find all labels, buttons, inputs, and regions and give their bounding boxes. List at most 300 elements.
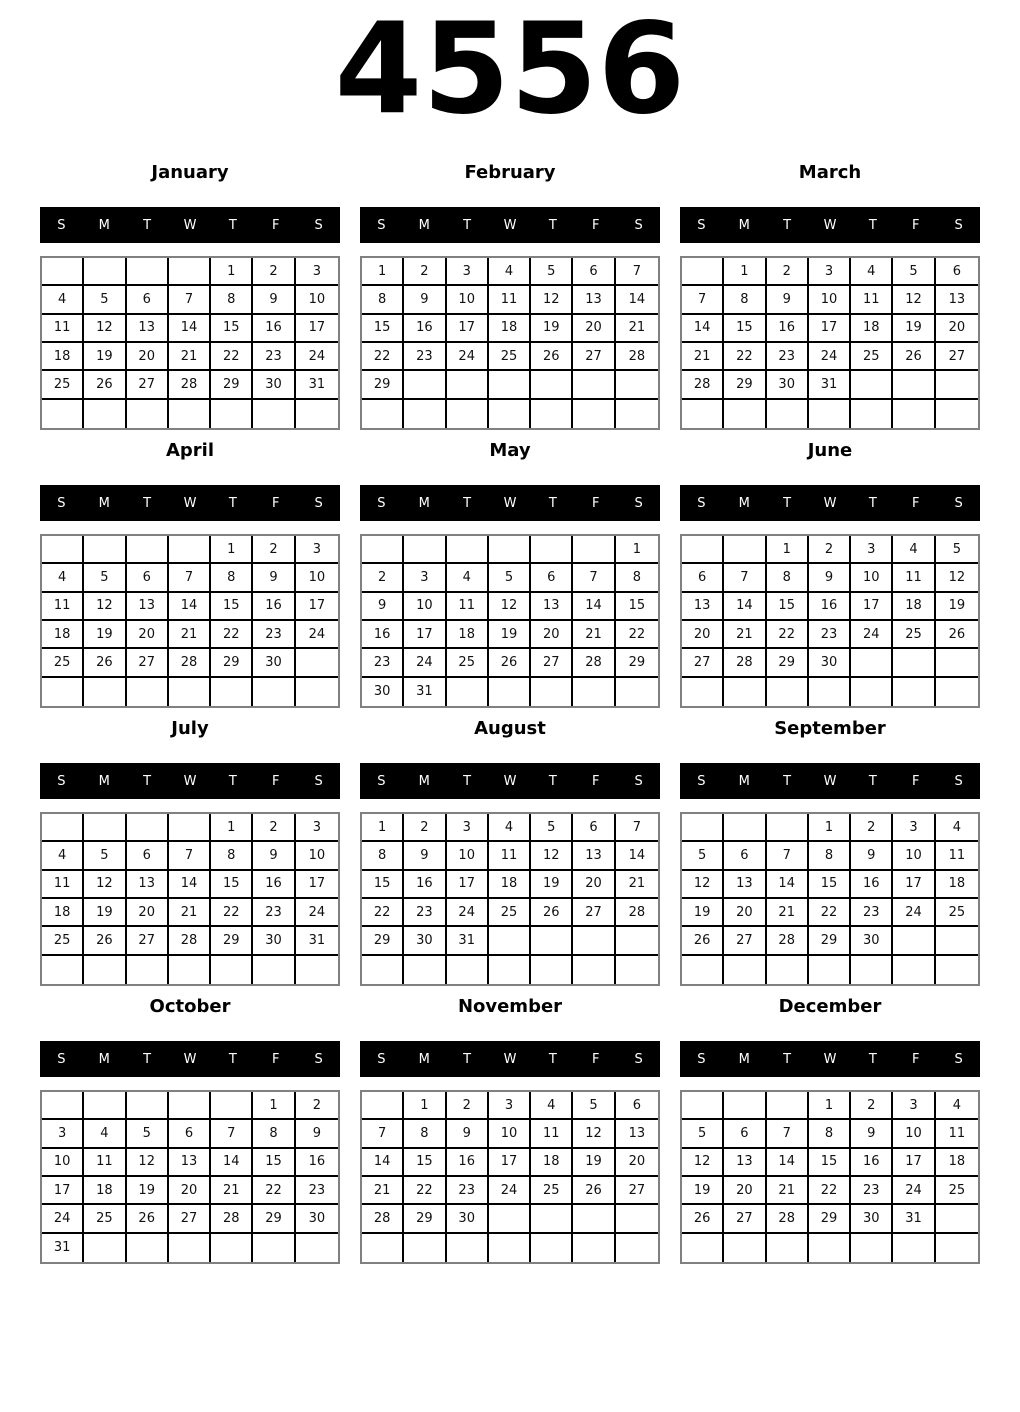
date-cell: 15 [724,315,766,343]
date-cell: 25 [84,1205,126,1233]
date-cell: 9 [404,286,446,314]
date-cell: 6 [616,1092,658,1120]
weekday-label: F [591,773,600,789]
date-cell: 30 [851,927,893,955]
date-cell: 27 [936,343,978,371]
weekday-label: S [697,217,706,233]
date-cell [42,258,84,286]
date-cell: 23 [404,899,446,927]
date-cell: 8 [809,1120,851,1148]
months-grid [0,160,1020,1264]
date-cell: 20 [127,899,169,927]
date-cell: 7 [169,286,211,314]
date-cell: 26 [84,927,126,955]
date-cell [682,1234,724,1262]
date-cell [489,956,531,984]
date-cell: 8 [404,1120,446,1148]
date-cell: 5 [682,842,724,870]
date-cell [489,927,531,955]
date-cell: 18 [936,871,978,899]
date-cell: 25 [936,1177,978,1205]
date-cell [211,1092,253,1120]
date-cell: 8 [809,842,851,870]
date-cell: 6 [936,258,978,286]
date-cell: 5 [84,564,126,592]
date-cell: 16 [851,871,893,899]
date-cell: 13 [127,593,169,621]
date-cell: 12 [84,315,126,343]
date-cell: 1 [362,258,404,286]
date-cell: 21 [616,315,658,343]
date-cell [42,400,84,428]
date-cell: 17 [489,1149,531,1177]
date-cell: 3 [296,258,338,286]
weekday-label: T [783,495,792,511]
date-cell: 29 [809,927,851,955]
date-cell: 16 [809,593,851,621]
date-cell [404,400,446,428]
date-cell: 12 [573,1120,615,1148]
month-title: March [798,162,862,183]
date-cell: 22 [211,621,253,649]
date-cell [573,536,615,564]
date-cell [489,400,531,428]
date-cell: 25 [936,899,978,927]
date-cell: 24 [296,621,338,649]
date-cell: 2 [447,1092,489,1120]
date-cell: 25 [42,927,84,955]
date-cell: 2 [296,1092,338,1120]
date-cell [724,1092,766,1120]
date-cell: 7 [682,286,724,314]
date-cell: 14 [767,1149,809,1177]
month-title: May [489,440,531,461]
month-title: January [151,162,229,183]
date-cell: 8 [616,564,658,592]
date-cell: 26 [573,1177,615,1205]
date-cell [531,678,573,706]
weekday-label: T [548,495,557,511]
date-cell: 30 [767,371,809,399]
calendar-table [680,256,980,430]
month-block [360,438,660,708]
date-cell: 16 [851,1149,893,1177]
weekday-label: T [143,495,152,511]
date-cell [682,814,724,842]
date-cell: 2 [404,814,446,842]
date-cell [531,927,573,955]
date-cell: 16 [404,871,446,899]
date-cell [211,678,253,706]
date-cell: 23 [851,899,893,927]
date-cell: 31 [447,927,489,955]
date-cell [851,956,893,984]
date-cell: 19 [127,1177,169,1205]
date-cell: 17 [42,1177,84,1205]
date-cell: 26 [84,371,126,399]
date-cell [936,1234,978,1262]
date-cell: 9 [809,564,851,592]
date-cell: 22 [404,1177,446,1205]
date-cell: 23 [767,343,809,371]
date-cell: 21 [169,621,211,649]
date-cell [169,814,211,842]
weekday-label: T [143,217,152,233]
date-cell: 4 [489,814,531,842]
date-cell: 18 [447,621,489,649]
date-cell: 22 [616,621,658,649]
date-cell: 11 [489,286,531,314]
date-cell: 31 [809,371,851,399]
date-cell: 18 [851,315,893,343]
weekday-label: M [738,1051,750,1067]
date-cell [84,1234,126,1262]
date-cell: 7 [211,1120,253,1148]
date-cell: 5 [84,286,126,314]
date-cell: 9 [253,286,295,314]
month-block [360,160,660,430]
weekday-label: T [548,217,557,233]
month-block [360,716,660,986]
date-cell [404,956,446,984]
weekday-label: T [228,495,237,511]
date-cell: 28 [169,927,211,955]
date-cell: 12 [531,842,573,870]
date-cell: 26 [84,649,126,677]
date-cell: 3 [893,814,935,842]
date-cell: 23 [253,343,295,371]
date-cell: 15 [211,315,253,343]
weekday-header [360,207,660,243]
weekday-label: W [183,1051,197,1067]
date-cell: 8 [211,842,253,870]
weekday-label: S [314,1051,323,1067]
date-cell: 20 [724,1177,766,1205]
date-cell: 14 [724,593,766,621]
month-title: June [807,440,853,461]
date-cell: 25 [42,649,84,677]
weekday-label: M [418,773,430,789]
date-cell: 2 [253,814,295,842]
date-cell [724,678,766,706]
date-cell [296,649,338,677]
date-cell: 6 [169,1120,211,1148]
weekday-label: S [634,217,643,233]
date-cell: 5 [573,1092,615,1120]
weekday-label: T [783,217,792,233]
date-cell: 12 [84,593,126,621]
date-cell [851,400,893,428]
date-cell: 20 [531,621,573,649]
date-cell: 13 [682,593,724,621]
date-cell [531,1234,573,1262]
date-cell: 8 [362,286,404,314]
date-cell [893,1234,935,1262]
date-cell: 7 [362,1120,404,1148]
date-cell [253,400,295,428]
date-cell: 11 [447,593,489,621]
date-cell: 15 [809,871,851,899]
date-cell: 25 [531,1177,573,1205]
date-cell: 2 [404,258,446,286]
date-cell: 6 [127,286,169,314]
date-cell [936,400,978,428]
date-cell: 20 [936,315,978,343]
weekday-header [680,485,980,521]
date-cell: 17 [296,871,338,899]
date-cell [616,1234,658,1262]
date-cell: 18 [531,1149,573,1177]
calendar-table [40,1090,340,1264]
weekday-label: S [314,773,323,789]
date-cell: 19 [531,315,573,343]
date-cell: 2 [851,814,893,842]
weekday-label: S [954,495,963,511]
date-cell: 7 [767,842,809,870]
date-cell: 15 [211,871,253,899]
date-cell: 21 [169,343,211,371]
date-cell [851,1234,893,1262]
date-cell: 5 [127,1120,169,1148]
date-cell: 10 [42,1149,84,1177]
date-cell [296,1234,338,1262]
date-cell: 2 [253,258,295,286]
date-cell [616,678,658,706]
date-cell [253,1234,295,1262]
date-cell: 12 [682,871,724,899]
date-cell: 5 [682,1120,724,1148]
date-cell: 29 [724,371,766,399]
date-cell [169,400,211,428]
weekday-label: S [954,773,963,789]
date-cell: 29 [362,371,404,399]
date-cell [809,400,851,428]
date-cell: 6 [573,258,615,286]
month-block [680,716,980,986]
date-cell: 21 [724,621,766,649]
date-cell: 10 [296,564,338,592]
date-cell: 12 [489,593,531,621]
date-cell: 1 [767,536,809,564]
month-title: July [171,718,209,739]
date-cell: 19 [682,899,724,927]
date-cell: 21 [616,871,658,899]
date-cell: 20 [682,621,724,649]
date-cell: 16 [296,1149,338,1177]
date-cell: 15 [362,315,404,343]
date-cell: 4 [936,814,978,842]
date-cell: 13 [573,842,615,870]
date-cell: 4 [936,1092,978,1120]
weekday-label: M [738,773,750,789]
date-cell: 22 [767,621,809,649]
date-cell: 16 [253,315,295,343]
date-cell [169,956,211,984]
date-cell: 8 [211,564,253,592]
date-cell [724,1234,766,1262]
date-cell: 2 [809,536,851,564]
date-cell [296,678,338,706]
date-cell [809,956,851,984]
date-cell: 16 [404,315,446,343]
weekday-label: W [183,773,197,789]
weekday-label: S [634,495,643,511]
date-cell: 14 [616,842,658,870]
date-cell: 30 [362,678,404,706]
date-cell: 9 [253,842,295,870]
weekday-label: F [911,495,920,511]
date-cell [404,536,446,564]
weekday-label: T [143,773,152,789]
date-cell: 22 [253,1177,295,1205]
date-cell [573,956,615,984]
date-cell: 10 [893,1120,935,1148]
date-cell [296,956,338,984]
date-cell: 27 [127,927,169,955]
date-cell: 16 [362,621,404,649]
date-cell: 6 [573,814,615,842]
weekday-label: S [57,495,66,511]
date-cell [893,649,935,677]
weekday-label: T [868,495,877,511]
date-cell: 21 [362,1177,404,1205]
weekday-header [40,207,340,243]
date-cell [489,1234,531,1262]
date-cell [573,400,615,428]
weekday-label: T [228,773,237,789]
date-cell: 1 [362,814,404,842]
date-cell: 2 [767,258,809,286]
date-cell [682,956,724,984]
date-cell: 17 [447,315,489,343]
weekday-label: T [463,1051,472,1067]
date-cell: 18 [42,899,84,927]
date-cell: 15 [211,593,253,621]
weekday-label: S [377,495,386,511]
date-cell [362,956,404,984]
date-cell: 31 [893,1205,935,1233]
date-cell [851,649,893,677]
date-cell [682,258,724,286]
date-cell [447,956,489,984]
date-cell [616,371,658,399]
date-cell: 24 [296,899,338,927]
date-cell: 21 [767,1177,809,1205]
weekday-label: F [591,495,600,511]
date-cell: 26 [127,1205,169,1233]
date-cell: 28 [724,649,766,677]
weekday-label: T [548,1051,557,1067]
date-cell [127,1092,169,1120]
date-cell: 24 [893,1177,935,1205]
date-cell: 1 [253,1092,295,1120]
date-cell [169,1234,211,1262]
date-cell [447,536,489,564]
weekday-label: F [271,495,280,511]
weekday-header [40,763,340,799]
date-cell: 16 [767,315,809,343]
date-cell: 27 [682,649,724,677]
weekday-label: T [783,1051,792,1067]
date-cell: 23 [851,1177,893,1205]
weekday-header [360,763,660,799]
date-cell: 29 [211,927,253,955]
calendar-table [360,812,660,986]
date-cell [809,1234,851,1262]
calendar-table [680,812,980,986]
date-cell [767,400,809,428]
date-cell: 18 [489,315,531,343]
date-cell: 15 [404,1149,446,1177]
date-cell: 28 [362,1205,404,1233]
date-cell: 18 [42,343,84,371]
date-cell: 27 [573,343,615,371]
date-cell: 22 [362,899,404,927]
calendar-table [40,812,340,986]
calendar-table [40,534,340,708]
date-cell: 14 [573,593,615,621]
date-cell [616,956,658,984]
date-cell: 10 [489,1120,531,1148]
date-cell [404,371,446,399]
weekday-label: F [591,217,600,233]
date-cell: 5 [489,564,531,592]
date-cell: 26 [682,1205,724,1233]
weekday-label: S [954,1051,963,1067]
weekday-label: S [634,773,643,789]
date-cell: 11 [42,871,84,899]
date-cell: 29 [362,927,404,955]
date-cell: 23 [404,343,446,371]
date-cell: 21 [682,343,724,371]
date-cell: 17 [296,593,338,621]
date-cell [84,678,126,706]
date-cell: 21 [211,1177,253,1205]
date-cell [767,814,809,842]
date-cell: 10 [447,286,489,314]
date-cell: 4 [489,258,531,286]
weekday-label: T [463,217,472,233]
date-cell: 12 [531,286,573,314]
date-cell: 13 [724,1149,766,1177]
date-cell: 27 [169,1205,211,1233]
date-cell: 22 [362,343,404,371]
weekday-label: T [783,773,792,789]
date-cell: 5 [893,258,935,286]
date-cell: 17 [893,1149,935,1177]
weekday-label: S [57,773,66,789]
date-cell: 19 [682,1177,724,1205]
date-cell: 9 [447,1120,489,1148]
date-cell: 29 [767,649,809,677]
date-cell: 10 [809,286,851,314]
date-cell: 13 [724,871,766,899]
date-cell: 18 [84,1177,126,1205]
date-cell [936,927,978,955]
date-cell [573,678,615,706]
date-cell: 7 [169,842,211,870]
date-cell: 25 [489,343,531,371]
date-cell: 14 [169,593,211,621]
date-cell: 15 [362,871,404,899]
date-cell: 4 [531,1092,573,1120]
date-cell: 14 [616,286,658,314]
date-cell: 1 [809,814,851,842]
date-cell: 30 [404,927,446,955]
date-cell: 13 [936,286,978,314]
date-cell: 27 [127,649,169,677]
date-cell [42,956,84,984]
